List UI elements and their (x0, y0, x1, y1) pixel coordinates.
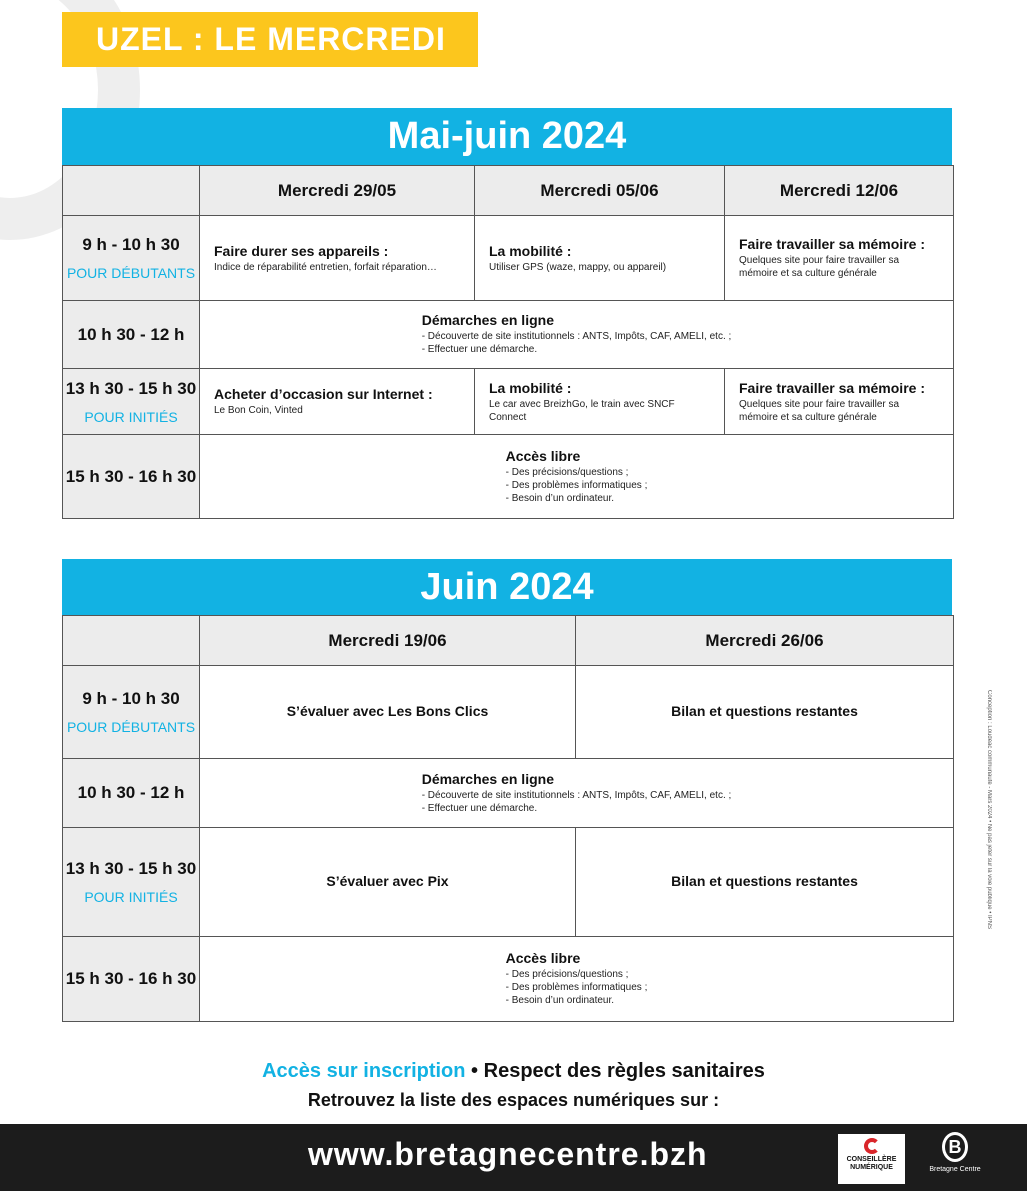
time-label: 10 h 30 - 12 h (77, 783, 185, 802)
activity-line: - Des problèmes informatiques ; (505, 479, 648, 491)
table-row (63, 937, 954, 1022)
activity-line: - Besoin d’un ordinateur. (505, 995, 615, 1006)
b-logo-icon: B (942, 1132, 968, 1162)
corner-cell (63, 616, 200, 666)
table-row (63, 301, 954, 369)
activity-cell (200, 369, 475, 435)
schedule-table-2 (62, 615, 954, 1022)
activity-desc (422, 789, 732, 815)
title-banner (62, 12, 478, 67)
activity-cell (475, 369, 725, 435)
logo-text-line: NUMÉRIQUE (850, 1164, 893, 1171)
time-cell (63, 759, 200, 828)
activity-desc (422, 330, 732, 356)
footer-find-line: Retrouvez la liste des espaces numériques sur : (307, 1090, 720, 1110)
span-activity-cell (200, 301, 954, 369)
activity-desc: Quelques site pour faire travailler sa mémoire et sa culture générale (739, 398, 900, 423)
time-label: 15 h 30 - 16 h 30 (65, 969, 197, 988)
activity-cell (576, 666, 954, 759)
table-row (63, 759, 954, 828)
corner-cell (63, 166, 200, 216)
day-header: Mercredi 19/06 (200, 616, 576, 666)
section2-banner (62, 559, 952, 616)
activity-desc: Indice de réparabilité entretien, forfait réparation… (214, 261, 437, 273)
activity-title: Accès libre (505, 950, 581, 966)
time-cell (63, 369, 200, 435)
activity-desc: Quelques site pour faire travailler sa mémoire et sa culture générale (739, 255, 900, 279)
footer-access-line (0, 1060, 1027, 1083)
activity-desc: Utiliser GPS (waze, mappy, ou appareil) (489, 261, 667, 273)
level-label: POUR DÉBUTANTS (66, 719, 196, 735)
time-label: 9 h - 10 h 30 (82, 235, 180, 254)
time-cell (63, 937, 200, 1022)
day-header: Mercredi 29/05 (200, 166, 475, 216)
level-label: POUR INITIÉS (84, 889, 178, 905)
activity-title: S’évaluer avec Pix (326, 873, 449, 889)
activity-cell (725, 369, 954, 435)
activity-desc: Le Bon Coin, Vinted (214, 405, 303, 416)
page-title: UZEL : LE MERCREDI (96, 21, 446, 57)
activity-title: Démarches en ligne (421, 770, 554, 787)
time-cell (63, 216, 200, 301)
section1-banner (62, 108, 952, 165)
day-header: Mercredi 26/06 (576, 616, 954, 666)
table-row (63, 216, 954, 301)
activity-line: - Effectuer une démarche. (421, 802, 538, 814)
level-label: POUR DÉBUTANTS (66, 265, 196, 281)
section1-heading: Mai-juin 2024 (387, 115, 627, 157)
table-header-row (63, 616, 954, 666)
day-header: Mercredi 05/06 (475, 166, 725, 216)
table-header-row (63, 166, 954, 216)
activity-title: Bilan et questions restantes (671, 873, 858, 889)
time-label: 13 h 30 - 15 h 30 (65, 859, 197, 878)
activity-title: Faire travailler sa mémoire : (739, 236, 925, 252)
activity-title: La mobilité : (489, 379, 572, 396)
time-label: 9 h - 10 h 30 (82, 689, 180, 708)
level-label: POUR INITIÉS (84, 408, 178, 425)
activity-line: - Des précisions/questions ; (505, 969, 629, 980)
activity-title: Accès libre (505, 447, 581, 464)
activity-cell (200, 216, 475, 301)
activity-cell (576, 828, 954, 937)
activity-title: Démarches en ligne (421, 312, 554, 328)
activity-line: - Effectuer une démarche. (421, 344, 538, 355)
activity-title: Faire durer ses appareils : (214, 242, 389, 259)
activity-title: Acheter d’occasion sur Internet : (214, 386, 433, 402)
time-label: 10 h 30 - 12 h (77, 324, 185, 344)
conseillere-numerique-logo (838, 1134, 905, 1184)
time-cell (63, 828, 200, 937)
time-label: 13 h 30 - 15 h 30 (65, 378, 197, 398)
time-cell (63, 666, 200, 759)
table-row (63, 666, 954, 759)
activity-line: - Découverte de site institutionnels : ANTS, Impôts, CAF, AMELI, etc. ; (421, 331, 732, 342)
website-link[interactable]: www.bretagnecentre.bzh (308, 1136, 708, 1172)
c-logo-icon (864, 1138, 880, 1154)
time-label: 15 h 30 - 16 h 30 (65, 466, 197, 486)
activity-desc: Le car avec BreizhGo, le train avec SNCF Connect (489, 398, 675, 423)
rules-text: Respect des règles sanitaires (483, 1060, 765, 1082)
time-cell (63, 301, 200, 369)
activity-line: - Découverte de site institutionnels : ANTS, Impôts, CAF, AMELI, etc. ; (421, 789, 732, 801)
span-activity-cell (200, 435, 954, 519)
schedule-table-1 (62, 165, 954, 519)
activity-line: - Besoin d’un ordinateur. (505, 492, 615, 504)
side-credit-text: Conception : Loudéac communauté - Mars 2024 • Ne pas jeter sur la voie publique • IPNS (986, 690, 992, 929)
day-header: Mercredi 12/06 (725, 166, 954, 216)
table-row (63, 435, 954, 519)
section2-heading: Juin 2024 (420, 566, 594, 608)
logo-text: Bretagne Centre (929, 1166, 981, 1173)
time-cell (63, 435, 200, 519)
span-activity-cell (200, 759, 954, 828)
activity-title: La mobilité : (489, 242, 572, 259)
activity-title: Bilan et questions restantes (671, 703, 858, 719)
activity-cell (475, 216, 725, 301)
activity-cell (200, 666, 576, 759)
footer-bar (0, 1124, 1027, 1191)
access-text: Accès sur inscription (262, 1060, 466, 1082)
activity-cell (725, 216, 954, 301)
activity-desc (506, 466, 648, 505)
table-row (63, 828, 954, 937)
activity-desc (506, 968, 648, 1007)
logo-text-line: CONSEILLÈRE (846, 1156, 897, 1163)
activity-title: S’évaluer avec Les Bons Clics (286, 703, 489, 719)
table-row (63, 369, 954, 435)
activity-title: Faire travailler sa mémoire : (739, 379, 925, 396)
activity-cell (200, 828, 576, 937)
activity-line: - Des problèmes informatiques ; (505, 982, 648, 993)
activity-line: - Des précisions/questions ; (505, 466, 629, 478)
bretagne-centre-logo (920, 1132, 990, 1187)
span-activity-cell (200, 937, 954, 1022)
separator: • (465, 1060, 484, 1082)
